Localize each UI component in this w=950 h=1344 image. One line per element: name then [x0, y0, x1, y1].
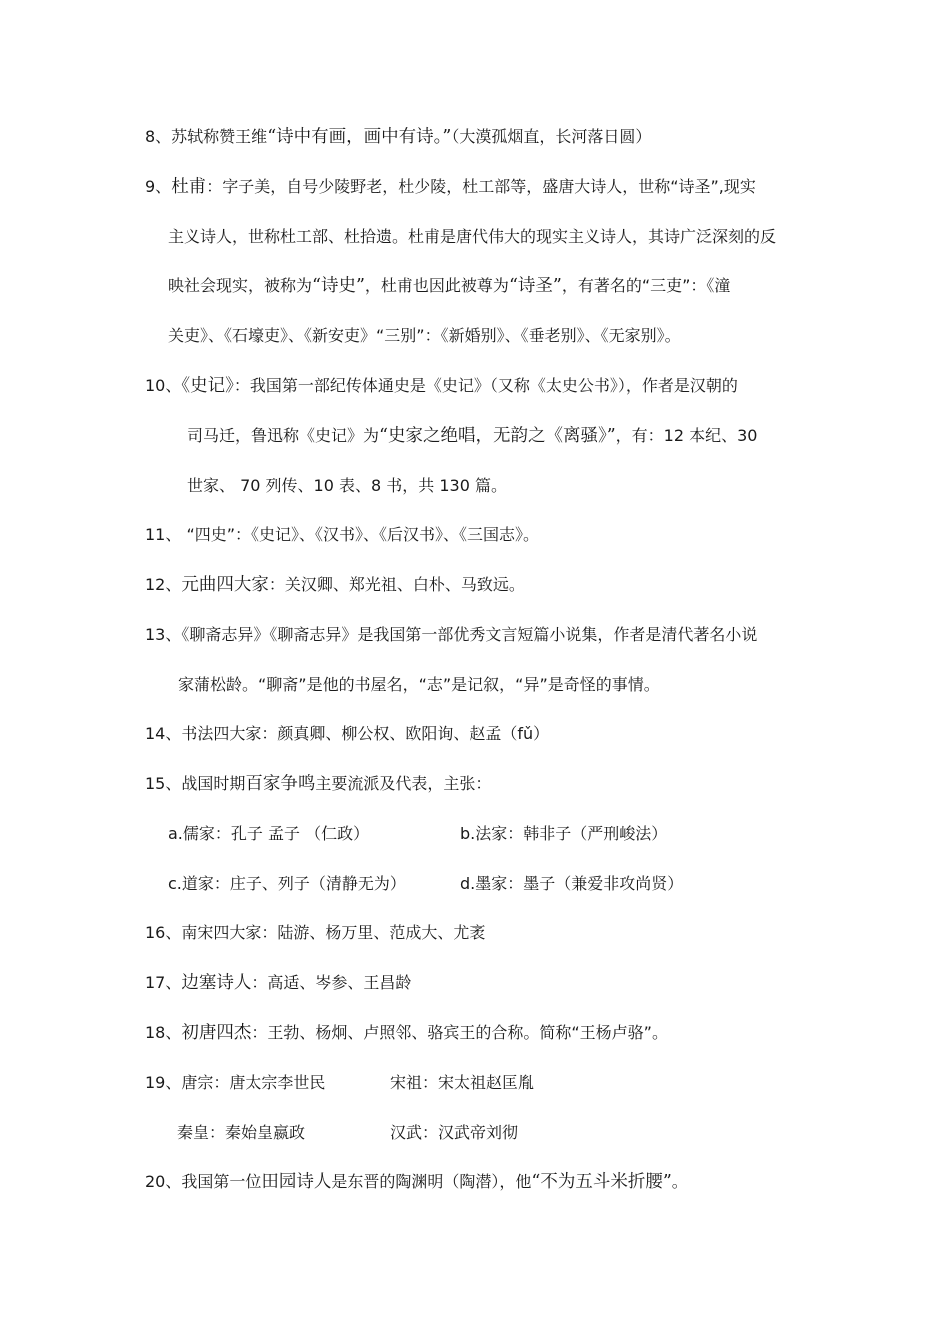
text-segment: （大漠孤烟直，长河落日圆） [451, 127, 652, 146]
item-19-right: 宋祖：宋太祖赵匡胤 [390, 1073, 535, 1092]
text-segment: ，杜甫也因此被尊为 [364, 276, 509, 295]
text-segment: 9、 [145, 177, 172, 196]
item-15-sub-left: c.道家：庄子、列子（清静无为） [168, 874, 406, 893]
item-8 [145, 126, 651, 148]
item-9-line [168, 275, 730, 297]
item-15-sub-left: a.儒家：孔子 孟子 （仁政） [168, 824, 370, 843]
text-segment: ，有：12 本纪、30 [615, 426, 758, 445]
item-19-right: 汉武：汉武帝刘彻 [390, 1123, 519, 1142]
item-12 [145, 574, 525, 596]
text-segment: 田园诗人 [261, 1172, 332, 1192]
text-segment: ：我国第一部纪传体通史是《史记》（又称《太史公书》），作者是汉朝的 [233, 376, 738, 395]
text-segment: 是东晋的陶渊明（陶潜），他 [331, 1172, 532, 1191]
item-17 [145, 972, 411, 994]
item-10-line [145, 375, 738, 397]
item-11 [145, 524, 539, 546]
item-15-sub-right: d.墨家：墨子（兼爱非攻尚贤） [460, 874, 684, 893]
item-19-left: 19、唐宗：唐太宗李世民 [145, 1073, 326, 1092]
text-segment: 主要流派及代表，主张： [315, 774, 492, 793]
text-segment: ，有著名的“三吏”：《潼 [561, 276, 731, 295]
text-segment: 20、我国第一位 [145, 1172, 262, 1191]
text-segment: 12、 [145, 575, 182, 594]
text-segment: “史家之绝唱，无韵之《离骚》” [379, 426, 616, 446]
item-13-line [145, 624, 757, 646]
item-19-left: 秦皇：秦始皇嬴政 [177, 1123, 306, 1142]
item-9-line [168, 325, 681, 347]
text-segment: ：关汉卿、郑光祖、白朴、马致远。 [268, 575, 525, 594]
text-segment: 关吏》、《石壕吏》、《新安吏》“三别”：《新婚别》、《垂老别》、《无家别》。 [168, 326, 681, 345]
item-18 [145, 1022, 668, 1044]
text-segment: 百家争鸣 [245, 774, 316, 794]
text-segment: “诗史” [312, 276, 365, 296]
item-15-sub-right: b.法家：韩非子（严刑峻法） [460, 824, 668, 843]
item-13-line [178, 674, 660, 696]
item-9-line [168, 226, 776, 248]
text-segment: “诗中有画，画中有诗。” [267, 127, 452, 147]
text-segment: 世家、 70 列传、10 表、8 书，共 130 篇。 [187, 476, 507, 495]
text-segment: 15、战国时期 [145, 774, 246, 793]
text-segment: 边塞诗人 [181, 973, 252, 993]
text-segment: ：王勃、杨炯、卢照邻、骆宾王的合称。简称“王杨卢骆”。 [251, 1023, 668, 1042]
item-20 [145, 1171, 688, 1193]
text-segment: “诗圣” [508, 276, 562, 296]
item-14 [145, 723, 549, 745]
text-segment: 映社会现实，被称为 [168, 276, 313, 295]
text-segment: 《史记》 [181, 376, 234, 396]
text-segment: 14、书法四大家：颜真卿、柳公权、欧阳询、赵孟（fǔ） [145, 724, 550, 743]
text-segment: 家蒲松龄。“聊斋”是他的书屋名，“志”是记叙，“异”是奇怪的事情。 [178, 675, 660, 694]
text-segment: 主义诗人，世称杜工部、杜拾遗。杜甫是唐代伟大的现实主义诗人，其诗广泛深刻的反 [168, 227, 777, 246]
text-segment: 元曲四大家 [181, 575, 269, 595]
text-segment: 13、《聊斋志异》《聊斋志异》是我国第一部优秀文言短篇小说集，作者是清代著名小说 [145, 625, 758, 644]
text-segment: 初唐四杰 [181, 1023, 252, 1043]
text-segment: 10、 [145, 376, 182, 395]
text-segment: 16、南宋四大家：陆游、杨万里、范成大、尤袤 [145, 923, 486, 942]
text-segment: 17、 [145, 973, 182, 992]
text-segment: 11、 “四史”：《史记》、《汉书》、《后汉书》、《三国志》。 [145, 525, 540, 544]
item-9-line [145, 176, 756, 198]
item-10-line [187, 425, 757, 447]
text-segment: 。 [671, 1172, 688, 1191]
item-16 [145, 922, 485, 944]
text-segment: ：高适、岑参、王昌龄 [251, 973, 412, 992]
text-segment: “不为五斗米折腰” [531, 1172, 672, 1192]
item-15 [145, 773, 491, 795]
text-segment: 18、 [145, 1023, 182, 1042]
item-10-line [187, 475, 507, 497]
text-segment: 杜甫 [171, 177, 207, 197]
text-segment: ：字子美，自号少陵野老，杜少陵，杜工部等，盛唐大诗人，世称“诗圣”,现实 [206, 177, 756, 196]
text-segment: 司马迁，鲁迅称《史记》为 [187, 426, 380, 445]
text-segment: 8、苏轼称赞王维 [145, 127, 268, 146]
